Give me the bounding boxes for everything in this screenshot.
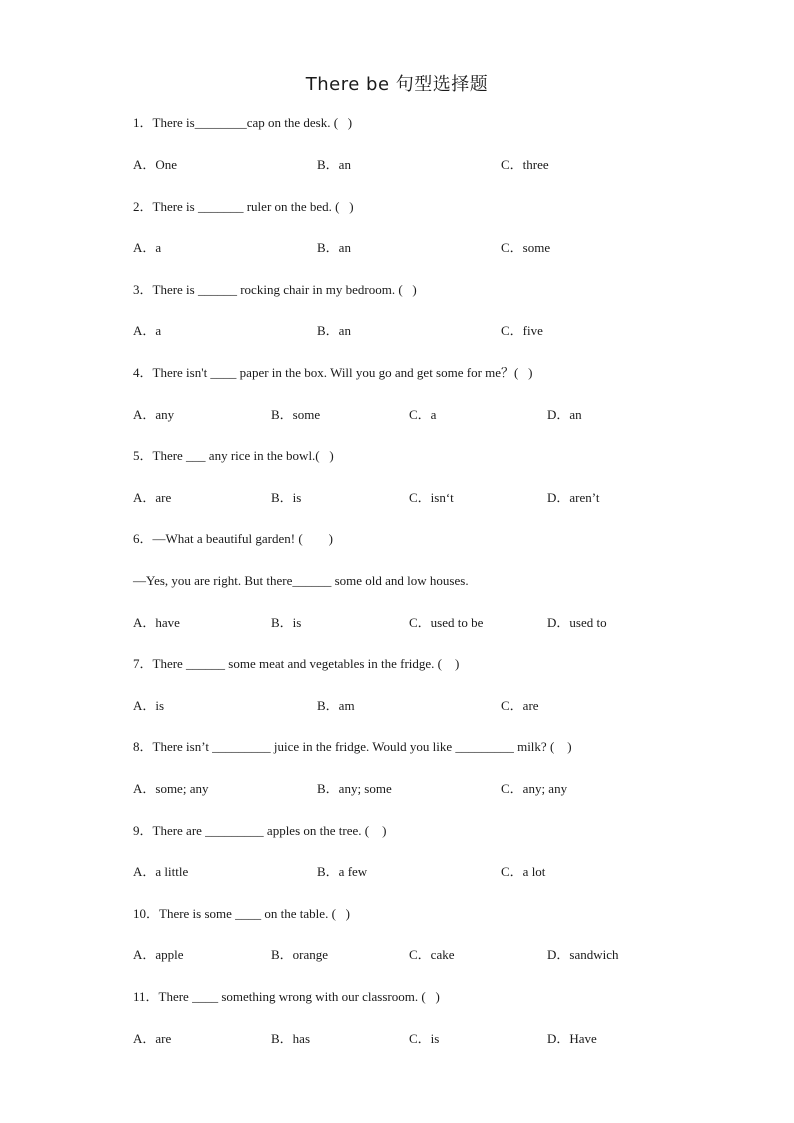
question-stem: 1．There is________cap on the desk. ( ) xyxy=(133,115,353,130)
option[interactable]: A．have xyxy=(133,615,180,630)
option[interactable]: B．any; some xyxy=(317,781,392,796)
option[interactable]: B．an xyxy=(317,323,351,338)
option[interactable]: B．a few xyxy=(317,864,368,879)
question-stem: 7．There ______ some meat and vegetables in the fridge. ( ) xyxy=(133,656,460,671)
option[interactable]: C．five xyxy=(501,323,543,338)
option[interactable]: A．are xyxy=(133,1031,172,1046)
option[interactable]: D．an xyxy=(547,407,582,422)
option[interactable]: C．a lot xyxy=(501,864,546,879)
question-stem: 3．There is ______ rocking chair in my bedroom. ( ) xyxy=(133,282,417,297)
option[interactable]: A．is xyxy=(133,698,165,713)
option[interactable]: C．isn‘t xyxy=(409,490,454,505)
option[interactable]: C．any; any xyxy=(501,781,568,796)
option[interactable]: C．is xyxy=(409,1031,440,1046)
option[interactable]: C．are xyxy=(501,698,539,713)
question-stem-continued: —Yes, you are right. But there______ some old and low houses. xyxy=(133,573,469,588)
option[interactable]: B．an xyxy=(317,157,351,172)
option[interactable]: D．sandwich xyxy=(547,947,619,962)
option[interactable]: D．used to xyxy=(547,615,607,630)
option[interactable]: C．some xyxy=(501,240,551,255)
option[interactable]: B．an xyxy=(317,240,351,255)
option[interactable]: A．apple xyxy=(133,947,184,962)
option[interactable]: B．orange xyxy=(271,947,329,962)
option[interactable]: A．any xyxy=(133,407,175,422)
page-title: There be 句型选择题 xyxy=(305,74,489,95)
option[interactable]: A．One xyxy=(133,157,178,172)
option[interactable]: A．a little xyxy=(133,864,189,879)
option[interactable]: B．am xyxy=(317,698,355,713)
option[interactable]: C．three xyxy=(501,157,549,172)
question-stem: 9．There are _________ apples on the tree. ( ) xyxy=(133,823,387,838)
question-stem: 6．—What a beautiful garden! ( ) xyxy=(133,531,333,546)
option[interactable]: D．aren’t xyxy=(547,490,600,505)
option[interactable]: B．some xyxy=(271,407,321,422)
option[interactable]: C．used to be xyxy=(409,615,484,630)
option[interactable]: B．is xyxy=(271,490,302,505)
option[interactable]: A．a xyxy=(133,323,162,338)
option[interactable]: A．a xyxy=(133,240,162,255)
question-stem: 4．There isn't ____ paper in the box. Will you go and get some for me？( ) xyxy=(133,365,533,380)
question-stem: 10．There is some ____ on the table. ( ) xyxy=(133,906,350,921)
option[interactable]: B．has xyxy=(271,1031,311,1046)
option[interactable]: B．is xyxy=(271,615,302,630)
question-stem: 11．There ____ something wrong with our classroom. ( ) xyxy=(133,989,440,1004)
question-stem: 2．There is _______ ruler on the bed. ( ) xyxy=(133,199,354,214)
question-stem: 8．There isn’t _________ juice in the fridge. Would you like _________ milk? ( ) xyxy=(133,739,572,754)
option[interactable]: C．cake xyxy=(409,947,455,962)
option[interactable]: A．are xyxy=(133,490,172,505)
option[interactable]: D．Have xyxy=(547,1031,597,1046)
option[interactable]: A．some; any xyxy=(133,781,209,796)
option[interactable]: C．a xyxy=(409,407,437,422)
question-stem: 5．There ___ any rice in the bowl.( ) xyxy=(133,448,334,463)
